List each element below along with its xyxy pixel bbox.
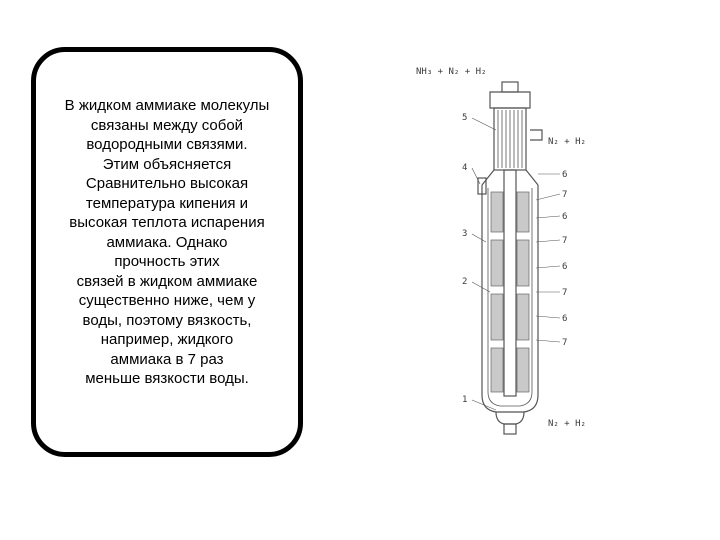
bottom-flange bbox=[496, 412, 524, 424]
text-line: В жидком аммиаке молекулы bbox=[64, 97, 270, 114]
number-label: 1 bbox=[462, 395, 468, 405]
top-flange bbox=[490, 92, 530, 108]
text-line: Этим объясняется bbox=[102, 155, 232, 173]
text-line: связей в жидком аммиаке bbox=[76, 272, 258, 290]
number-label: 6 bbox=[562, 170, 568, 180]
bottom-gas-label: N₂ + H₂ bbox=[548, 419, 586, 429]
number-label: 3 bbox=[462, 229, 468, 239]
ammonia-column-diagram bbox=[410, 60, 620, 440]
text-line: существенно ниже, чем у bbox=[78, 292, 256, 309]
side-inlet bbox=[530, 130, 542, 140]
text-line: температура кипения и bbox=[85, 194, 249, 212]
bottom-nozzle bbox=[504, 424, 516, 434]
side-gas-label: N₂ + H₂ bbox=[548, 137, 586, 147]
top-gas-label: NH₃ + N₂ + H₂ bbox=[416, 67, 487, 77]
reactor-drawing bbox=[410, 60, 620, 440]
number-label: 7 bbox=[562, 236, 568, 246]
text-line: воды, поэтому вязкость, bbox=[82, 311, 252, 329]
text-line: аммиака. Однако bbox=[106, 233, 228, 251]
text-line: аммиака в 7 раз bbox=[110, 350, 224, 368]
text-block bbox=[36, 96, 298, 389]
text-line: меньше вязкости воды. bbox=[85, 370, 249, 387]
text-line: связаны между собой bbox=[90, 116, 244, 134]
reactor-shell bbox=[482, 185, 538, 412]
number-label: 7 bbox=[562, 190, 568, 200]
text-line: прочность этих bbox=[114, 253, 220, 270]
text-line: высокая теплота испарения bbox=[69, 214, 265, 231]
number-label: 6 bbox=[562, 262, 568, 272]
central-tube bbox=[504, 170, 516, 396]
number-label: 7 bbox=[562, 288, 568, 298]
number-label: 4 bbox=[462, 163, 468, 173]
number-label: 5 bbox=[462, 113, 468, 123]
text-card bbox=[31, 47, 303, 457]
number-label: 6 bbox=[562, 314, 568, 324]
text-line: например, жидкого bbox=[100, 331, 234, 348]
number-label: 2 bbox=[462, 277, 468, 287]
text-line: Сравнительно высокая bbox=[85, 175, 249, 192]
number-label: 7 bbox=[562, 338, 568, 348]
text-line: водородными связями. bbox=[86, 136, 248, 153]
number-label: 6 bbox=[562, 212, 568, 222]
top-nozzle bbox=[502, 82, 518, 92]
